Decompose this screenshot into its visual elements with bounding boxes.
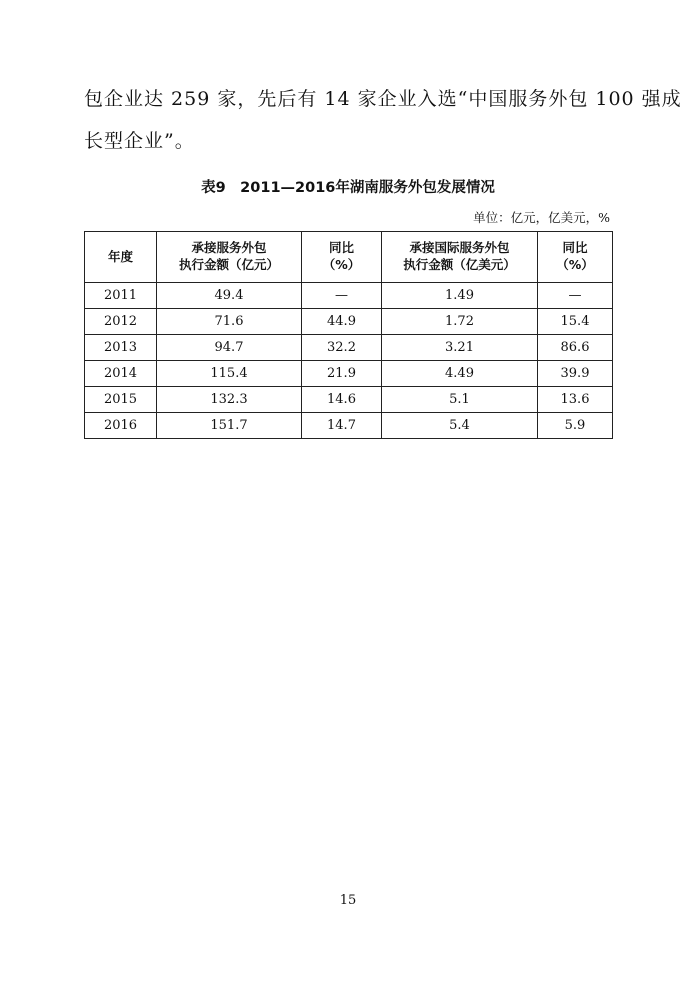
cell-intl-amount: 3.21 <box>382 335 538 361</box>
cell-year: 2016 <box>85 413 157 439</box>
paragraph-line-2: 长型企业”。 <box>84 130 195 152</box>
header-intl-amount-line2: 执行金额（亿美元） <box>403 257 516 272</box>
header-year: 年度 <box>85 232 157 283</box>
cell-yoy-1: 44.9 <box>302 309 382 335</box>
table-row <box>85 413 613 439</box>
cell-exec-amount: 71.6 <box>157 309 302 335</box>
page-number: 15 <box>339 893 357 908</box>
cell-exec-amount: 132.3 <box>157 387 302 413</box>
cell-year: 2013 <box>85 335 157 361</box>
cell-intl-amount: 1.49 <box>382 283 538 309</box>
header-yoy-1-line2: （%） <box>322 257 361 272</box>
cell-yoy-1: 21.9 <box>302 361 382 387</box>
cell-yoy-1: — <box>302 283 382 309</box>
table-caption: 表9 2011—2016年湖南服务外包发展情况 <box>201 180 495 196</box>
header-exec-amount-line2: 执行金额（亿元） <box>178 257 279 272</box>
table-header-row <box>85 232 613 283</box>
header-exec-amount-line1: 承接服务外包 <box>191 240 267 256</box>
cell-yoy-2: 39.9 <box>538 361 613 387</box>
cell-exec-amount: 94.7 <box>157 335 302 361</box>
cell-yoy-2: 13.6 <box>538 387 613 413</box>
cell-exec-amount: 151.7 <box>157 413 302 439</box>
table-row <box>85 387 613 413</box>
cell-yoy-2: 86.6 <box>538 335 613 361</box>
cell-year: 2015 <box>85 387 157 413</box>
header-intl-amount <box>382 232 538 283</box>
header-yoy-1 <box>302 232 382 283</box>
paragraph-line-1: 包企业达 259 家，先后有 14 家企业入选“中国服务外包 100 强成 <box>84 88 682 110</box>
header-yoy-2-line2: （%） <box>556 257 594 272</box>
cell-yoy-1: 32.2 <box>302 335 382 361</box>
cell-exec-amount: 49.4 <box>157 283 302 309</box>
header-yoy-1-line1: 同比 <box>328 240 354 256</box>
table-row <box>85 361 613 387</box>
cell-year: 2014 <box>85 361 157 387</box>
cell-yoy-1: 14.7 <box>302 413 382 439</box>
cell-year: 2012 <box>85 309 157 335</box>
table-unit-note: 单位：亿元，亿美元，% <box>473 210 610 225</box>
cell-exec-amount: 115.4 <box>157 361 302 387</box>
cell-yoy-2: — <box>538 283 613 309</box>
header-exec-amount <box>157 232 302 283</box>
table-row <box>85 309 613 335</box>
cell-intl-amount: 5.4 <box>382 413 538 439</box>
header-yoy-2-line1: 同比 <box>562 240 588 256</box>
cell-yoy-2: 5.9 <box>538 413 613 439</box>
cell-yoy-1: 14.6 <box>302 387 382 413</box>
table-row <box>85 335 613 361</box>
cell-intl-amount: 5.1 <box>382 387 538 413</box>
table-row <box>85 283 613 309</box>
header-intl-amount-line1: 承接国际服务外包 <box>409 240 510 256</box>
data-table <box>84 231 613 439</box>
cell-yoy-2: 15.4 <box>538 309 613 335</box>
cell-year: 2011 <box>85 283 157 309</box>
cell-intl-amount: 4.49 <box>382 361 538 387</box>
header-yoy-2 <box>538 232 613 283</box>
cell-intl-amount: 1.72 <box>382 309 538 335</box>
